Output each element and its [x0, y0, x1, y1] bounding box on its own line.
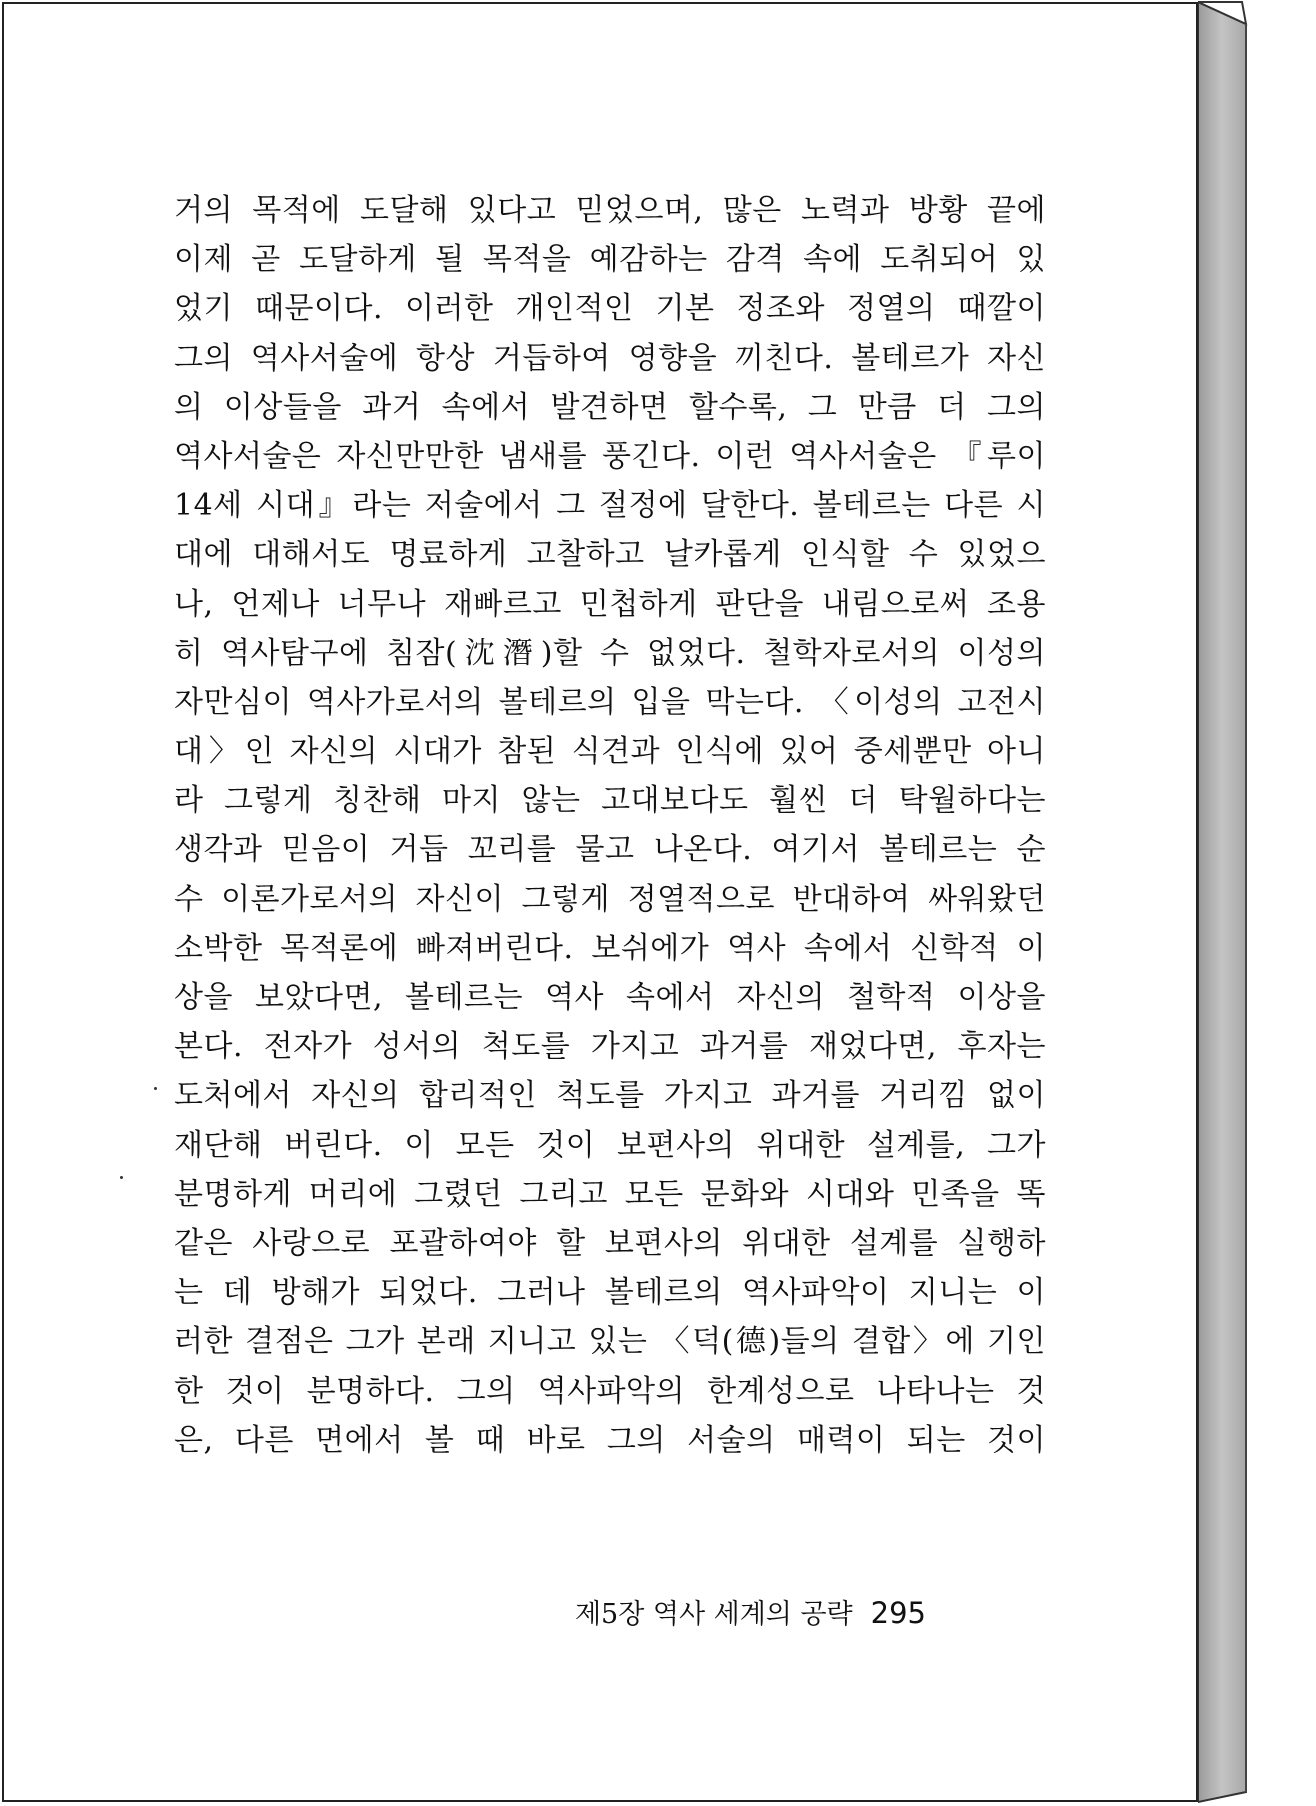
text-line: 생각과 믿음이 거듭 꼬리를 물고 나온다. 여기서 볼테르는 순	[174, 832, 1046, 868]
text-line: 거의 목적에 도달해 있다고 믿었으며, 많은 노력과 방황 끝에	[174, 193, 1046, 228]
scan-speck	[154, 1087, 157, 1090]
text-line: 상을 보았다면, 볼테르는 역사 속에서 자신의 철학적 이상을	[174, 980, 1046, 1015]
text-line: 히 역사탐구에 침잠(沈潛)할 수 없었다. 철학자로서의 이성의	[174, 635, 1046, 671]
text-line: 소박한 목적론에 빠져버린다. 보쉬에가 역사 속에서 신학적 이	[174, 930, 1046, 966]
scan-speck	[120, 1176, 123, 1179]
text-line: 본다. 전자가 성서의 척도를 가지고 과거를 재었다면, 후자는	[174, 1029, 1046, 1065]
page-edge	[1198, 0, 1316, 1806]
text-line: 의 이상들을 과거 속에서 발견하면 할수록, 그 만큼 더 그의	[174, 389, 1046, 425]
text-line: 었기 때문이다. 이러한 개인적인 기본 정조와 정열의 때깔이	[174, 291, 1046, 327]
text-line: 재단해 버린다. 이 모든 것이 보편사의 위대한 설계를, 그가	[174, 1127, 1046, 1163]
body-text	[174, 186, 1046, 1465]
text-line: 은, 다른 면에서 볼 때 바로 그의 서술의 매력이 되는 것이	[174, 1422, 1046, 1458]
text-line: 자만심이 역사가로서의 볼테르의 입을 막는다. 〈이성의 고전시	[174, 684, 1046, 720]
text-line: 분명하게 머리에 그렸던 그리고 모든 문화와 시대와 민족을 똑	[174, 1176, 1046, 1212]
text-line: 러한 결점은 그가 본래 지니고 있는 〈덕(德)들의 결합〉에 기인	[174, 1324, 1046, 1360]
text-line: 대에 대해서도 명료하게 고찰하고 날카롭게 인식할 수 있었으	[174, 537, 1046, 573]
text-line: 역사서술은 자신만만한 냄새를 풍긴다. 이런 역사서술은 『루이	[174, 438, 1046, 474]
text-line: 는 데 방해가 되었다. 그러나 볼테르의 역사파악이 지니는 이	[174, 1275, 1046, 1311]
text-line: 라 그렇게 칭찬해 마지 않는 고대보다도 훨씬 더 탁월하다는	[174, 783, 1046, 819]
text-line: 대〉인 자신의 시대가 참된 식견과 인식에 있어 중세뿐만 아니	[174, 734, 1046, 770]
text-line: 나, 언제나 너무나 재빠르고 민첩하게 판단을 내림으로써 조용	[174, 586, 1046, 622]
text-line: 14세 시대』라는 저술에서 그 절정에 달한다. 볼테르는 다른 시	[174, 488, 1046, 524]
chapter-title: 제5장 역사 세계의 공략	[574, 1599, 853, 1630]
text-line: 수 이론가로서의 자신이 그렇게 정열적으로 반대하여 싸워왔던	[174, 881, 1046, 917]
text-line: 한 것이 분명하다. 그의 역사파악의 한계성으로 나타나는 것	[174, 1373, 1046, 1409]
text-line: 같은 사랑으로 포괄하여야 할 보편사의 위대한 설계를 실행하	[174, 1225, 1046, 1261]
text-line: 이제 곧 도달하게 될 목적을 예감하는 감격 속에 도취되어 있	[174, 242, 1046, 278]
text-line: 그의 역사서술에 항상 거듭하여 영향을 끼친다. 볼테르가 자신	[174, 340, 1046, 376]
text-line: 도처에서 자신의 합리적인 척도를 가지고 과거를 거리낌 없이	[174, 1078, 1046, 1114]
page	[2, 2, 1198, 1802]
page-footer	[575, 1592, 926, 1631]
page-number: 295	[870, 1596, 926, 1630]
